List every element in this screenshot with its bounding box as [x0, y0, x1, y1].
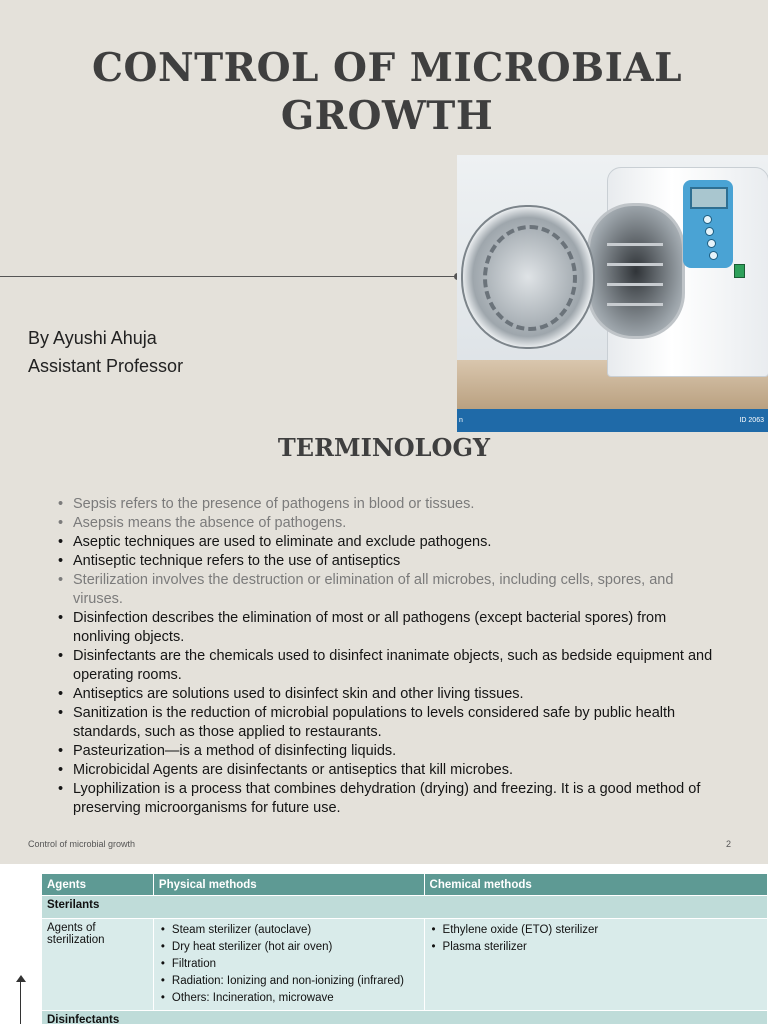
- term-text: Sterilization involves the destruction or elimination of all microbes, including cells, spores, and viruses.: [73, 572, 674, 607]
- list-item: • Steam sterilizer (autoclave): [159, 922, 419, 939]
- section-label: Sterilants: [42, 896, 768, 919]
- list-item: [56, 571, 726, 609]
- chamber-rack: [607, 243, 663, 246]
- agent-cell: Agents of sterilization: [42, 919, 154, 1011]
- list-item: [56, 761, 726, 780]
- list-item: [56, 704, 726, 742]
- agents-table: [41, 873, 768, 1024]
- terminology-list: [56, 495, 726, 818]
- term-name: Microbicidal Agents: [73, 762, 198, 778]
- slide-footer: Control of microbial growth: [28, 839, 136, 849]
- photo-caption-fragment: n: [459, 417, 463, 424]
- door-seal: [483, 225, 577, 331]
- term-text: is the reduction of microbial populations to levels considered safe by public health standards, such as those applied to restaurants.: [73, 705, 676, 740]
- chamber-rack: [607, 263, 663, 266]
- agents-table-slide: [0, 864, 768, 1024]
- term-text: Sepsis refers to the presence of pathogens in blood or tissues.: [73, 496, 475, 512]
- physical-methods-cell: [153, 919, 424, 1011]
- slide-title: [60, 44, 714, 140]
- physical-methods-list: [159, 922, 419, 1007]
- list-item: [56, 780, 726, 818]
- chamber-rack: [607, 303, 663, 306]
- list-item: [56, 514, 726, 533]
- term-text: are disinfectants or antiseptics that kill microbes.: [197, 762, 514, 778]
- list-item: [56, 609, 726, 647]
- column-header: Chemical methods: [424, 874, 767, 896]
- term-text: is a process that combines dehydration (drying) and freezing.: [160, 781, 557, 797]
- list-item: [56, 742, 726, 761]
- term-name: Lyophilization: [73, 781, 161, 797]
- panel-button: [703, 215, 712, 224]
- term-name: Pasteurization: [73, 743, 165, 759]
- term-name: Disinfectants: [73, 648, 157, 664]
- term-name: Antiseptics: [73, 686, 144, 702]
- term-text: are the chemicals used to disinfect inanimate objects, such as bedside equipment and operating rooms.: [73, 648, 713, 683]
- photo-id: ID 2063: [739, 417, 764, 424]
- power-switch: [734, 264, 745, 278]
- term-name: Disinfection: [73, 610, 148, 626]
- author-name: By Ayushi Ahuja: [28, 328, 157, 348]
- autoclave-chamber: [587, 203, 685, 339]
- list-item: • Dry heat sterilizer (hot air oven): [159, 939, 419, 956]
- panel-display: [690, 187, 728, 209]
- list-item: • Others: Incineration, microwave: [159, 990, 419, 1007]
- term-name: Sanitization: [73, 705, 148, 721]
- chemical-methods-list: [430, 922, 762, 956]
- panel-button: [709, 251, 718, 260]
- terminology-title: TERMINOLOGY: [277, 433, 491, 462]
- table-row: [42, 919, 768, 1011]
- section-label: Disinfectants: [42, 1011, 768, 1024]
- term-text: are solutions used to disinfect skin and other living tissues.: [143, 686, 524, 702]
- arrow-up-icon: [16, 975, 26, 982]
- table-section-row: [42, 896, 768, 919]
- author-role: Assistant Professor: [28, 356, 184, 376]
- list-item: [56, 495, 726, 514]
- table-section-row: [42, 1011, 768, 1024]
- title-slide: [0, 0, 768, 432]
- column-header: Agents: [42, 874, 154, 896]
- panel-button: [707, 239, 716, 248]
- term-name: Aseptic techniques: [73, 534, 195, 550]
- chemical-methods-cell: [424, 919, 767, 1011]
- term-text: refers to the use of antiseptics: [202, 553, 401, 569]
- author-block: [28, 324, 183, 380]
- column-header: Physical methods: [153, 874, 424, 896]
- table-header-row: [42, 874, 768, 896]
- photo-watermark-bar: [457, 409, 768, 432]
- term-text-tail: It is a good method of preserving microorganisms for future use.: [73, 781, 701, 816]
- list-item: • Plasma sterilizer: [430, 939, 762, 956]
- page-number: 2: [725, 839, 731, 849]
- term-text: are used to eliminate and exclude pathogens.: [194, 534, 492, 550]
- term-text: describes the elimination of most or all pathogens (except bacterial spores) from nonliving objects.: [73, 610, 667, 645]
- divider-line: [0, 276, 458, 277]
- list-item: [56, 647, 726, 685]
- list-item: • Ethylene oxide (ETO) sterilizer: [430, 922, 762, 939]
- title-line-1: CONTROL OF MICROBIAL: [91, 45, 683, 91]
- list-item: • Filtration: [159, 956, 419, 973]
- title-line-2: GROWTH: [280, 93, 494, 139]
- panel-button: [705, 227, 714, 236]
- list-item: • Radiation: Ionizing and non-ionizing (infrared): [159, 973, 419, 990]
- autoclave-photo: [457, 155, 768, 432]
- term-text: Asepsis means the absence of pathogens.: [73, 515, 347, 531]
- term-text: —is a method of disinfecting liquids.: [164, 743, 397, 759]
- terminology-slide: [0, 432, 768, 864]
- chamber-rack: [607, 283, 663, 286]
- term-name: Antiseptic technique: [73, 553, 203, 569]
- list-item: [56, 552, 726, 571]
- list-item: [56, 533, 726, 552]
- list-item: [56, 685, 726, 704]
- arrow-line: [20, 981, 21, 1024]
